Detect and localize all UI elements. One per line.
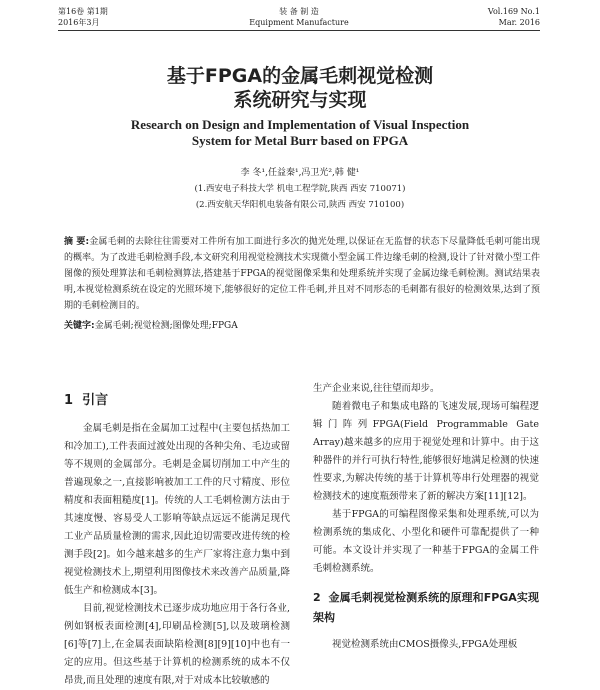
header-rule: [58, 30, 540, 31]
keywords: [64, 319, 540, 333]
title-zh-line1: 基于FPGA的金属毛刺视觉检测: [166, 65, 434, 87]
affiliation-2: (2.西安航天华阳机电装备有限公司,陕西 西安 710100): [195, 200, 405, 210]
title-en-line2: System for Metal Burr based on FPGA: [191, 133, 409, 148]
journal-name-en: Equipment Manufacture: [249, 18, 349, 27]
header-center: [58, 6, 540, 28]
section-2-number: 2: [313, 591, 321, 604]
header-date: 2016年3月: [58, 18, 100, 27]
header-date-en: Mar. 2016: [498, 18, 540, 27]
left-paragraph-2: 目前,视觉检测技术已逐步成功地应用于各行各业,例如钢板表面检测[4],印刷品检测[5],以及玻璃检测[6]等[7]上,在金属表面缺陷检测[8][9][10]中也有一定的应用。但这些基于计算机的检测系统的成本不仅昂贵,而且处理的速度有限,对于对成本比较敏感的: [64, 603, 290, 686]
abstract: [64, 234, 540, 314]
right-paragraph-4: 视觉检测系统由CMOS摄像头,FPGA处理板: [332, 639, 518, 650]
right-paragraph-2: 随着微电子和集成电路的飞速发展,现场可编程逻辑门阵列FPGA(Field Programmable Gate Array)越来越多的应用于视觉处理和计算中。由于这种器件的并行可执行特性,能够很好地满足检测的快速性要求,为解决传统的基于计算机等串行处理器的视觉检测技术的速度瓶颈带来了新的解决方案[11][12]。: [313, 401, 539, 502]
section-2-title: 金属毛刺视觉检测系统的原理和FPGA实现架构: [313, 591, 539, 624]
abstract-text: 金属毛刺的去除往往需要对工件所有加工面进行多次的抛光处理,以保证在无监督的状态下尽量降低毛刺可能出现的概率。为了改进毛刺检测手段,本文研究利用视觉检测技术实现微小型金属工件边缘毛刺的检测,设计了针对微小型工件图像的预处理算法和毛刺检测算法,搭建基于FPGA的视觉图像采集和处理系统并实现了金属边缘毛刺检测。测试结果表明,本视觉检测系统在设定的光照环境下,能够很好的定位工件毛刺,并且对不同形态的毛刺都有很好的检测效果,达到了预期的毛刺检测目的。: [64, 237, 540, 311]
title-zh-line2: 系统研究与实现: [233, 89, 367, 111]
right-paragraph-3: 基于FPGA的可编程图像采集和处理系统,可以为检测系统的集成化、小型化和硬件可靠配提供了一种可能。本文设计并实现了一种基于FPGA的金属工件毛刺检测系统。: [313, 509, 539, 574]
title-en: [0, 117, 600, 149]
left-column: [64, 380, 290, 690]
section-1-title: 引言: [82, 393, 109, 408]
section-2-heading: [313, 588, 539, 628]
section-1-heading: [64, 390, 290, 412]
page-header: [58, 6, 540, 32]
title-zh: [0, 64, 600, 112]
header-right: [488, 6, 540, 28]
abstract-label: 摘 要:: [64, 237, 90, 247]
header-volume: 第16卷 第1期: [58, 7, 108, 16]
keywords-label: 关键字:: [64, 321, 95, 331]
right-column: [313, 380, 539, 654]
authors: 李 冬¹,任益秦¹,冯卫光²,韩 健¹: [240, 168, 360, 178]
title-en-line1: Research on Design and Implementation of Visual Inspection: [130, 117, 470, 132]
affiliation-1: (1.西安电子科技大学 机电工程学院,陕西 西安 710071): [194, 184, 406, 194]
journal-name-zh: 装 备 制 造: [279, 7, 319, 16]
keywords-text: 金属毛刺;视觉检测;图像处理;FPGA: [94, 321, 238, 331]
section-1-number: 1: [64, 393, 74, 408]
header-volume-en: Vol.169 No.1: [487, 7, 540, 16]
right-paragraph-1: 生产企业来说,往往望而却步。: [313, 383, 440, 394]
left-paragraph-1: 金属毛刺是指在金属加工过程中(主要包括热加工和冷加工),工件表面过渡处出现的各种尖角、毛边或留等不规则的金属部分。毛刺是金属切削加工中产生的普遍现象之一,直接影响被加工工件的尺寸精度、形位精度和表面粗糙度[1]。传统的人工毛刺检测方法由于其速度慢、容易受人工影响等缺点远远不能满足现代工业产品质量检测的需求,因此迫切需要改进传统的检测手段[2]。如今越来越多的生产厂家将注意力集中到视觉检测技术上,期望利用图像技术来改善产品质量,降低生产和检测成本[3]。: [64, 423, 290, 596]
